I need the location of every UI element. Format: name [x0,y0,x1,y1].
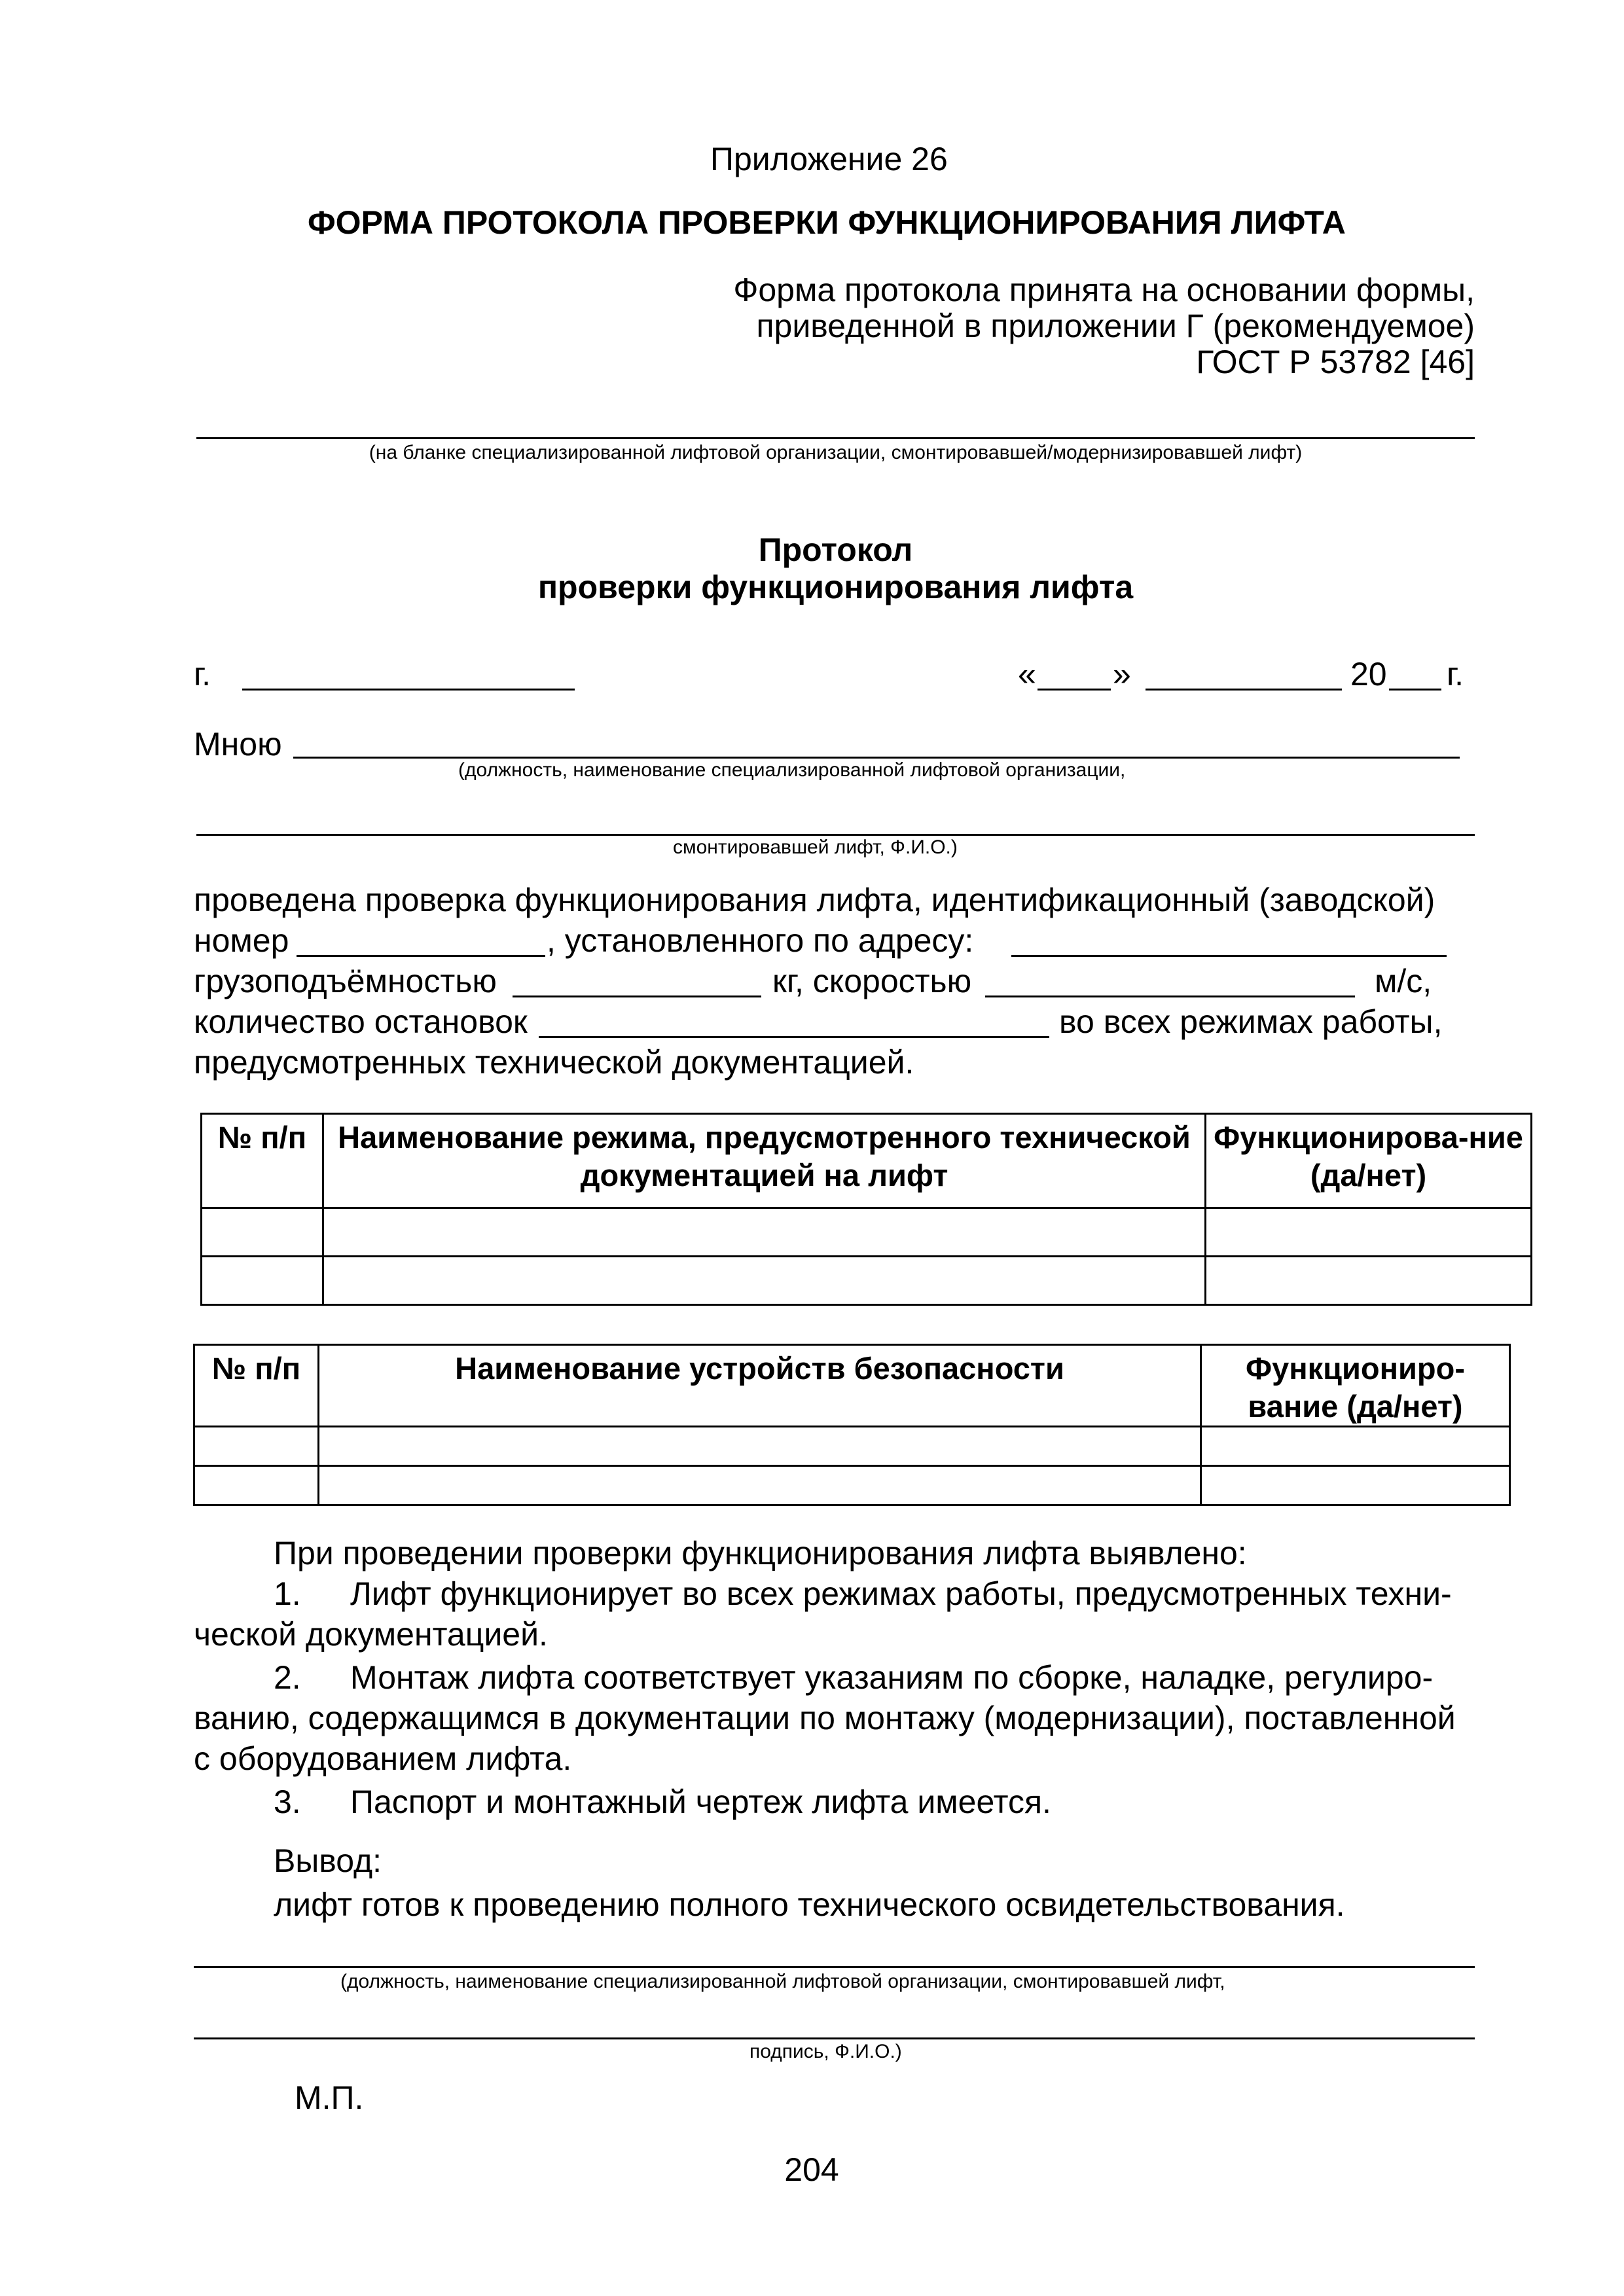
finding-1-text-cont: ческой документацией. [194,1616,548,1653]
basis-line-3: ГОСТ Р 53782 [46] [1196,344,1475,380]
table-cell[interactable] [202,1257,323,1305]
by-me-field[interactable] [293,757,1460,759]
finding-2-text-cont-1: ванию, содержащимся в документации по монтажу (модернизации), поставленной [194,1700,1456,1736]
conclusion-text: лифт готов к проведению полного технического освидетельствования. [274,1886,1345,1923]
body-line-5: предусмотренных технической документацией. [194,1044,914,1081]
table-cell[interactable] [194,1466,319,1505]
finding-2-number: 2. [274,1659,301,1696]
number-label: номер [194,922,289,959]
city-label: г. [194,656,211,692]
finding-2-text: Монтаж лифта соответствует указаниям по сборке, наладке, регулиро- [350,1659,1434,1696]
table-cell[interactable] [1201,1427,1510,1466]
table-row [194,1427,1510,1466]
table-cell[interactable] [319,1466,1201,1505]
ms-label: м/с, [1375,963,1432,999]
finding-2-text-cont-2: с оборудованием лифта. [194,1740,572,1777]
protocol-subtitle: проверки функционирования лифта [537,569,1134,605]
modes-header-status: Функционирова-ние (да/нет) [1206,1114,1532,1208]
finding-1-number: 1. [274,1575,301,1612]
by-me-caption-1: (должность, наименование специализированной лифтовой организации, [458,759,1126,781]
date-day-field[interactable] [1038,689,1111,691]
stops-field[interactable] [539,1036,1049,1038]
modes-label: во всех режимах работы, [1059,1003,1443,1040]
modes-table [200,1113,1532,1306]
basis-line-1: Форма протокола принята на основании формы, [733,272,1475,308]
stamp-label: М.П. [295,2079,364,2116]
signature-caption-1: (должность, наименование специализированной лифтовой организации, смонтировавшей лифт, [340,1971,1225,1992]
table-row [194,1466,1510,1505]
findings-intro: При проведении проверки функционирования лифта выявлено: [274,1535,1247,1571]
modes-header-name: Наименование режима, предусмотренного технической документацией на лифт [323,1114,1206,1208]
stops-label: количество остановок [194,1003,528,1040]
finding-3-number: 3. [274,1784,301,1820]
date-year-prefix: 20 [1350,656,1387,692]
table-cell[interactable] [1206,1208,1532,1257]
date-month-field[interactable] [1146,689,1342,691]
by-me-field-2[interactable] [196,834,1475,836]
safety-table-header [194,1345,1510,1427]
speed-field[interactable] [985,996,1355,997]
form-title: ФОРМА ПРОТОКОЛА ПРОВЕРКИ ФУНКЦИОНИРОВАНИЯ ЛИФТА [308,204,1346,241]
table-cell[interactable] [1206,1257,1532,1305]
basis-line-2: приведенной в приложении Г (рекомендуемое) [756,308,1475,344]
safety-table [193,1344,1511,1506]
number-field[interactable] [297,955,545,957]
city-field[interactable] [242,689,575,691]
kg-label: кг, скоростью [772,963,972,999]
letterhead-line [196,437,1475,439]
date-open-quote: « [1018,656,1036,692]
safety-header-status: Функциониро-вание (да/нет) [1201,1345,1510,1427]
by-me-label: Мною [194,726,282,762]
page-number: 204 [784,2151,839,2188]
table-row [202,1257,1532,1305]
finding-1-text: Лифт функционирует во всех режимах работы, предусмотренных техни- [350,1575,1452,1612]
modes-table-header [202,1114,1532,1208]
table-row [202,1208,1532,1257]
address-label: , установленного по адресу: [547,922,974,959]
modes-header-num: № п/п [202,1114,323,1208]
protocol-title: Протокол [758,531,913,568]
date-year-field[interactable] [1389,689,1441,691]
body-line-1: проведена проверка функционирования лифта, идентификационный (заводской) [194,882,1435,918]
capacity-label: грузоподъёмностью [194,963,497,999]
table-cell[interactable] [194,1427,319,1466]
letterhead-caption: (на бланке специализированной лифтовой организации, смонтировавшей/модернизировавшей лифт) [369,442,1303,463]
appendix-label: Приложение 26 [710,141,948,177]
table-cell[interactable] [319,1427,1201,1466]
date-year-suffix: г. [1447,656,1464,692]
table-cell[interactable] [1201,1466,1510,1505]
safety-header-name: Наименование устройств безопасности [319,1345,1201,1427]
by-me-caption-2: смонтировавшей лифт, Ф.И.О.) [673,836,958,858]
table-cell[interactable] [202,1208,323,1257]
conclusion-label: Вывод: [274,1842,382,1879]
table-cell[interactable] [323,1257,1206,1305]
capacity-field[interactable] [513,996,761,997]
safety-header-num: № п/п [194,1345,319,1427]
finding-3-text: Паспорт и монтажный чертеж лифта имеется. [350,1784,1051,1820]
address-field[interactable] [1011,955,1447,957]
table-cell[interactable] [323,1208,1206,1257]
signature-caption-2: подпись, Ф.И.О.) [749,2041,902,2062]
signature-field-2[interactable] [194,2037,1475,2039]
date-close-quote: » [1113,656,1131,692]
signature-field-1[interactable] [194,1966,1475,1968]
